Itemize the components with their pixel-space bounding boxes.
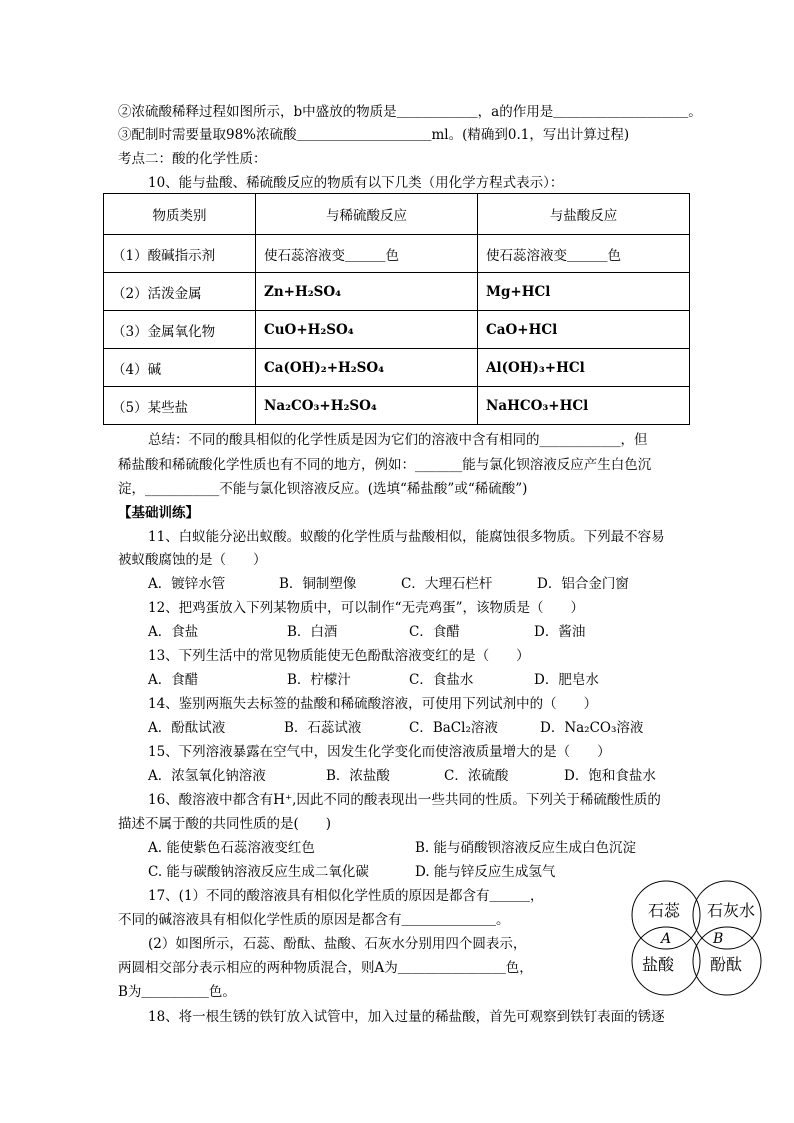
venn-region-a: A	[661, 931, 672, 947]
question-17-part2: (2）如图所示，石蕊、酚酞、盐酸、石灰水分别用四个圆表示，	[148, 936, 527, 952]
question-16-stem-cont: 描述不属于酸的共同性质的是( )	[118, 816, 332, 832]
option-c: C．食盐水	[409, 672, 474, 688]
option-d: D．饱和食盐水	[564, 768, 656, 784]
table-header: 物质类别	[104, 194, 256, 235]
venn-diagram	[630, 878, 765, 998]
option-d: D．酱油	[534, 624, 586, 640]
option-c: C．浓硫酸	[444, 768, 509, 784]
question-17-part2-end: B为＿＿＿＿＿色。	[118, 984, 236, 1000]
option-b: B．白酒	[287, 624, 338, 640]
question-13-options	[148, 671, 599, 689]
option-d: D．铝合金门窗	[537, 576, 629, 592]
question-11-stem-cont: 被蚁酸腐蚀的是（ ）	[118, 552, 267, 568]
venn-region-b: B	[713, 931, 724, 947]
question-16-options-cd	[148, 863, 555, 881]
table-cell: NaHCO₃+HCl	[478, 387, 690, 425]
question-18-stem: 18、将一根生锈的铁钉放入试管中，加入过量的稀盐酸，首先可观察到铁钉表面的锈逐	[148, 1009, 665, 1025]
table-row	[104, 387, 690, 425]
table-header: 与盐酸反应	[478, 194, 690, 235]
question-16-options-ab	[148, 839, 636, 857]
option-a: A．食盐	[148, 624, 199, 640]
line-measure: ③配制时需要量取98%浓硫酸＿＿＿＿＿＿＿＿＿＿ml。(精确到0.1，写出计算过程)	[118, 127, 630, 143]
table-header-row	[104, 194, 690, 235]
question-14-stem: 14、鉴别两瓶失去标签的盐酸和稀硫酸溶液，可使用下列试剂中的（ ）	[148, 696, 598, 712]
question-17-part1-cont: 不同的碱溶液具有相似化学性质的原因是都含有＿＿＿＿＿＿＿。	[118, 912, 510, 928]
option-a: A．浓氢氧化钠溶液	[148, 768, 266, 784]
line-dilution: ②浓硫酸稀释过程如图所示，b中盛放的物质是＿＿＿＿＿＿，a的作用是＿＿＿＿＿＿＿＿＿＿。	[118, 104, 702, 120]
option-b: B．石蕊试液	[284, 720, 362, 736]
summary-line-3: 淀，___________不能与氯化钡溶液反应。(选填“稀盐酸”或“稀硫酸”)	[118, 481, 528, 497]
table-cell: 使石蕊溶液变＿＿＿色	[478, 235, 690, 273]
question-16-stem: 16、酸溶液中都含有H⁺,因此不同的酸表现出一些共同的性质。下列关于稀硫酸性质的	[148, 792, 661, 808]
table-cell: 使石蕊溶液变＿＿＿色	[256, 235, 478, 273]
table-row	[104, 273, 690, 311]
option-c: C．食醋	[409, 624, 460, 640]
option-c: C．BaCl₂溶液	[409, 720, 498, 736]
table-cell: （1）酸碱指示剂	[104, 235, 256, 273]
venn-label: 酚酞	[710, 955, 743, 974]
table-cell: CaO+HCl	[478, 311, 690, 349]
table-row	[104, 349, 690, 387]
venn-label: 盐酸	[642, 955, 675, 974]
question-17-part2-cont: 两圆相交部分表示相应的两种物质混合，则A为＿＿＿＿＿＿＿＿色，	[118, 960, 533, 976]
reaction-table	[103, 193, 690, 425]
venn-label: 石蕊	[648, 901, 681, 920]
option-a: A. 能使紫色石蕊溶液变红色	[148, 840, 315, 856]
option-d: D．Na₂CO₃溶液	[540, 720, 644, 736]
option-b: B. 能与硝酸钡溶液反应生成白色沉淀	[415, 840, 637, 856]
table-cell: Al(OH)₃+HCl	[478, 349, 690, 387]
option-b: B．铜制塑像	[279, 576, 357, 592]
table-row	[104, 311, 690, 349]
question-11-stem: 11、白蚁能分泌出蚁酸。蚁酸的化学性质与盐酸相似，能腐蚀很多物质。下列最不容易	[148, 529, 665, 545]
question-13-stem: 13、下列生活中的常见物质能使无色酚酞溶液变红的是（ ）	[148, 648, 530, 664]
table-header: 与稀硫酸反应	[256, 194, 478, 235]
summary-line-2: 稀盐酸和稀硫酸化学性质也有不同的地方，例如：_______能与氯化钡溶液反应产生白色沉	[118, 457, 652, 473]
question-11-options	[148, 575, 629, 593]
question-10-stem: 10、能与盐酸、稀硫酸反应的物质有以下几类（用化学方程式表示）：	[148, 175, 564, 191]
section-acid-properties: 考点二：酸的化学性质：	[118, 151, 267, 167]
table-cell: CuO+H₂SO₄	[256, 311, 478, 349]
question-15-options	[148, 767, 656, 785]
question-15-stem: 15、下列溶液暴露在空气中，因发生化学变化而使溶液质量增大的是（ ）	[148, 744, 611, 760]
question-12-stem: 12、把鸡蛋放入下列某物质中，可以制作“无壳鸡蛋”，该物质是（ ）	[148, 600, 584, 616]
option-b: B．浓盐酸	[326, 768, 390, 784]
option-a: A．酚酞试液	[148, 720, 226, 736]
question-12-options	[148, 623, 585, 641]
option-d: D. 能与锌反应生成氢气	[415, 864, 556, 880]
option-d: D．肥皂水	[534, 672, 599, 688]
question-17-part1: 17、(1）不同的酸溶液具有相似化学性质的原因是都含有＿＿＿，	[148, 888, 544, 904]
option-c: C. 能与碳酸钠溶液反应生成二氧化碳	[148, 864, 369, 880]
option-a: A．食醋	[148, 672, 199, 688]
venn-label: 石灰水	[707, 901, 756, 920]
section-title: 【基础训练】	[118, 505, 199, 521]
table-cell: （4）碱	[104, 349, 256, 387]
table-cell: Na₂CO₃+H₂SO₄	[256, 387, 478, 425]
table-cell: Zn+H₂SO₄	[256, 273, 478, 311]
option-c: C．大理石栏杆	[401, 576, 493, 592]
option-a: A．镀锌水管	[148, 576, 226, 592]
table-row	[104, 235, 690, 273]
table-cell: （3）金属氧化物	[104, 311, 256, 349]
table-cell: Ca(OH)₂+H₂SO₄	[256, 349, 478, 387]
summary-line-1: 总结：不同的酸具相似的化学性质是因为它们的溶液中含有相同的____________，但	[148, 432, 648, 448]
option-b: B．柠檬汁	[287, 672, 351, 688]
table-cell: （2）活泼金属	[104, 273, 256, 311]
table-cell: （5）某些盐	[104, 387, 256, 425]
table-cell: Mg+HCl	[478, 273, 690, 311]
question-14-options	[148, 719, 643, 737]
